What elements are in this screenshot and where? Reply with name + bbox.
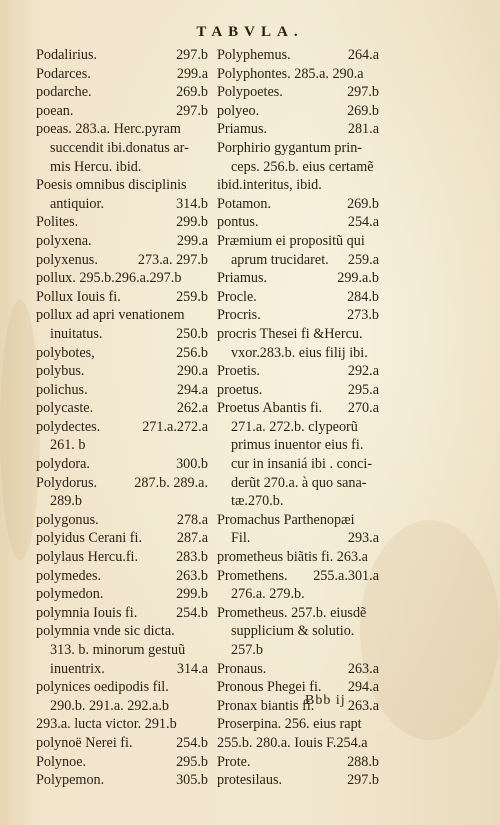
entry-reference: 300.b — [176, 456, 208, 473]
entry-name: proetus. — [217, 381, 263, 398]
entry-name: Prote. — [217, 753, 251, 770]
entry-name: protesilaus. — [217, 772, 283, 789]
index-entry — [36, 399, 208, 418]
entry-name: primus inuentor eius fi. — [231, 437, 364, 454]
entry-reference: 269.b — [347, 102, 379, 119]
index-entry — [36, 213, 208, 232]
entry-reference: 295.a — [347, 381, 379, 398]
entry-reference: 256.b — [176, 344, 208, 361]
entry-name: Priamus. — [217, 121, 268, 138]
entry-name: aprum trucidaret. — [231, 251, 329, 268]
index-entry — [36, 120, 208, 139]
entry-name: prometheus biãtis fi. 263.a — [217, 549, 368, 566]
entry-reference: 299.a — [176, 232, 208, 249]
index-entry — [217, 585, 379, 604]
index-entry — [217, 474, 379, 493]
index-entry — [36, 753, 208, 772]
entry-name: polymnia vnde sic dicta. — [36, 623, 175, 640]
index-entry — [36, 641, 208, 660]
index-entry — [36, 306, 208, 325]
index-entry — [217, 678, 379, 697]
entry-reference: 270.a — [347, 400, 379, 417]
entry-name: pollux. 295.b.296.a.297.b — [36, 270, 182, 287]
entry-name: Podarces. — [36, 65, 91, 82]
paper-stain — [360, 520, 500, 740]
entry-name: Polyphemus. — [217, 47, 291, 63]
index-entry — [36, 567, 208, 586]
paper-stain — [0, 300, 40, 560]
index-entry — [36, 585, 208, 604]
entry-name: polycaste. — [36, 400, 94, 417]
entry-name: Proserpina. 256. eius rapt — [217, 716, 362, 733]
index-entry — [36, 381, 208, 400]
entry-name: ibid.interitus, ibid. — [217, 177, 322, 194]
index-entry — [217, 660, 379, 679]
entry-name: polygonus. — [36, 511, 99, 528]
entry-reference: 314.a — [176, 660, 208, 677]
entry-name: Pronax biantis fi. — [217, 697, 315, 714]
entry-name: poeas. 283.a. Herc.pyram — [36, 121, 181, 138]
entry-reference: 263.b — [176, 567, 208, 584]
entry-name: 289.b — [50, 493, 82, 510]
entry-reference: 250.b — [176, 325, 208, 342]
index-entry — [217, 213, 379, 232]
entry-name: polydora. — [36, 456, 90, 473]
index-entry — [217, 83, 379, 102]
index-column-right — [217, 46, 379, 790]
index-entry — [36, 734, 208, 753]
index-entry — [217, 306, 379, 325]
entry-name: polyxena. — [36, 232, 92, 249]
index-entry — [36, 139, 208, 158]
entry-name: Pronaus. — [217, 660, 267, 677]
entry-name: pontus. — [217, 214, 259, 231]
entry-reference: 259.a — [347, 251, 379, 268]
index-entry — [217, 269, 379, 288]
index-entry — [36, 176, 208, 195]
entry-name: polymedes. — [36, 567, 102, 584]
entry-reference: 287.a — [176, 530, 208, 547]
index-entry — [217, 529, 379, 548]
entry-name: 261. b — [50, 437, 86, 454]
entry-name: poean. — [36, 102, 74, 119]
entry-reference: 281.a — [347, 121, 379, 138]
index-entry — [217, 158, 379, 177]
entry-reference: 284.b — [347, 288, 379, 305]
entry-name: polichus. — [36, 381, 88, 398]
entry-reference: 264.a — [347, 47, 379, 63]
index-entry — [36, 251, 208, 270]
index-entry — [36, 158, 208, 177]
entry-name: polydectes. — [36, 418, 101, 435]
entry-name: Pollux Iouis fi. — [36, 288, 121, 305]
signature-mark: Bbb ij — [305, 693, 346, 708]
index-entry — [217, 65, 379, 84]
entry-reference: 299.b — [176, 586, 208, 603]
entry-name: Polites. — [36, 214, 79, 231]
entry-name: polyeo. — [217, 102, 260, 119]
entry-name: polyxenus. — [36, 251, 98, 268]
index-entry — [217, 511, 379, 530]
entry-name: polynices oedipodis fil. — [36, 679, 169, 696]
entry-reference: 297.b — [176, 47, 208, 63]
index-entry — [217, 288, 379, 307]
entry-name: derũt 270.a. à quo sana- — [231, 474, 367, 491]
entry-name: inuentrix. — [50, 660, 105, 677]
entry-name: Polyphontes. 285.a. 290.a — [217, 65, 364, 82]
entry-reference: 299.b — [176, 214, 208, 231]
index-entry — [36, 325, 208, 344]
entry-reference: 305.b — [176, 772, 208, 789]
entry-name: 255.b. 280.a. Iouis F.254.a — [217, 734, 368, 751]
entry-name: Podalirius. — [36, 47, 98, 63]
index-entry — [36, 83, 208, 102]
entry-reference: 278.a — [176, 511, 208, 528]
entry-reference: 273.a. 297.b — [137, 251, 208, 268]
index-entry — [36, 436, 208, 455]
entry-name: 313. b. minorum gestuũ — [50, 642, 186, 658]
entry-name: 271.a. 272.b. clypeorũ — [231, 418, 358, 435]
entry-name: polybus. — [36, 363, 85, 380]
entry-name: 276.a. 279.b. — [231, 586, 305, 603]
index-entry — [36, 195, 208, 214]
entry-reference: 314.b — [176, 195, 208, 212]
entry-name: cur in insaniá ibi . conci- — [231, 456, 373, 473]
entry-reference: 294.a — [176, 381, 208, 398]
index-entry — [36, 474, 208, 493]
entry-reference: 288.b — [347, 753, 379, 770]
entry-name: Polydorus. — [36, 474, 98, 491]
index-entry — [217, 46, 379, 65]
entry-reference: 293.a — [347, 530, 379, 547]
entry-reference: 299.a — [176, 65, 208, 82]
entry-name: Fil. — [231, 530, 251, 547]
entry-reference: 287.b. 289.a. — [134, 474, 208, 491]
index-entry — [36, 678, 208, 697]
index-entry — [36, 715, 208, 734]
index-entry — [36, 102, 208, 121]
entry-reference: 269.b — [176, 84, 208, 101]
entry-name: Polynoe. — [36, 753, 87, 770]
index-entry — [36, 511, 208, 530]
index-entry — [36, 362, 208, 381]
entry-name: tæ.270.b. — [231, 493, 284, 510]
index-entry — [36, 529, 208, 548]
entry-name: Procris. — [217, 307, 261, 324]
index-entry — [217, 381, 379, 400]
entry-name: Proetus Abantis fi. — [217, 400, 323, 417]
entry-name: supplicium & solutio. — [231, 623, 355, 640]
index-entry — [217, 102, 379, 121]
entry-reference: 292.a — [347, 363, 379, 380]
entry-reference: 297.b — [176, 102, 208, 119]
index-entry — [217, 641, 379, 660]
entry-name: Priamus. — [217, 270, 268, 287]
entry-name: 293.a. lucta victor. 291.b — [36, 716, 177, 733]
entry-name: Prometheus. 257.b. eiusdẽ — [217, 604, 367, 621]
entry-name: Polypoetes. — [217, 84, 283, 101]
entry-name: Promethens. — [217, 567, 288, 584]
running-head: TABVLA. — [196, 24, 304, 40]
index-entry — [217, 418, 379, 437]
entry-name: polyidus Cerani fi. — [36, 530, 142, 547]
index-entry — [217, 436, 379, 455]
entry-reference: 294.a — [347, 679, 379, 696]
entry-name: vxor.283.b. eius filij ibi. — [231, 344, 368, 361]
entry-reference: 254.a — [347, 214, 379, 231]
index-entry — [217, 753, 379, 772]
index-entry — [217, 622, 379, 641]
index-entry — [217, 567, 379, 586]
index-entry — [217, 232, 379, 251]
entry-name: Procle. — [217, 288, 257, 305]
index-entry — [36, 771, 208, 790]
entry-reference: 297.b — [347, 772, 379, 789]
index-entry — [36, 46, 208, 65]
entry-name: Pronous Phegei fi. — [217, 679, 322, 696]
index-entry — [217, 195, 379, 214]
entry-name: Præmium ei propositũ qui — [217, 232, 365, 249]
entry-name: Porphirio gygantum prin- — [217, 139, 363, 156]
entry-reference: 273.b — [347, 307, 379, 324]
index-entry — [217, 325, 379, 344]
index-entry — [217, 399, 379, 418]
index-entry — [217, 251, 379, 270]
entry-name: polynoë Nerei fi. — [36, 734, 133, 751]
index-entry — [217, 176, 379, 195]
index-entry — [36, 660, 208, 679]
index-entry — [36, 418, 208, 437]
index-entry — [36, 65, 208, 84]
entry-name: 257.b — [231, 642, 263, 658]
entry-name: ceps. 256.b. eius certamẽ — [231, 158, 374, 175]
entry-reference: 297.b — [347, 84, 379, 101]
entry-reference: 255.a.301.a — [313, 567, 379, 584]
entry-reference: 295.b — [176, 753, 208, 770]
index-entry — [36, 288, 208, 307]
index-entry — [217, 604, 379, 623]
entry-reference: 263.a — [347, 697, 379, 714]
index-entry — [217, 771, 379, 790]
index-entry — [36, 622, 208, 641]
index-entry — [217, 344, 379, 363]
entry-name: Promachus Parthenopæi — [217, 511, 355, 528]
entry-reference: 254.b — [176, 604, 208, 621]
index-entry — [217, 548, 379, 567]
entry-name: polylaus Hercu.fi. — [36, 549, 139, 566]
entry-reference: 263.a — [347, 660, 379, 677]
entry-name: 290.b. 291.a. 292.a.b — [50, 697, 170, 714]
entry-name: pollux ad apri venationem — [36, 307, 185, 324]
index-entry — [36, 344, 208, 363]
index-entry — [217, 120, 379, 139]
entry-name: mis Hercu. ibid. — [50, 158, 142, 175]
index-entry — [36, 455, 208, 474]
index-entry — [217, 715, 379, 734]
entry-name: Polypemon. — [36, 772, 105, 789]
entry-name: Poesis omnibus disciplinis — [36, 177, 187, 194]
entry-name: polybotes, — [36, 344, 95, 361]
index-entry — [36, 697, 208, 716]
index-entry — [217, 139, 379, 158]
entry-name: polymedon. — [36, 586, 104, 603]
entry-reference: 259.b — [176, 288, 208, 305]
index-entry — [36, 604, 208, 623]
entry-name: podarche. — [36, 84, 92, 101]
index-column-left — [36, 46, 208, 790]
index-entry — [36, 232, 208, 251]
entry-name: antiquior. — [50, 195, 104, 212]
entry-reference: 290.a — [176, 363, 208, 380]
entry-reference: 269.b — [347, 195, 379, 212]
entry-reference: 299.a.b — [337, 270, 379, 287]
entry-reference: 262.a — [176, 400, 208, 417]
index-entry — [217, 734, 379, 753]
index-entry — [36, 492, 208, 511]
entry-name: Proetis. — [217, 363, 260, 380]
entry-name: succendit ibi.donatus ar- — [50, 139, 189, 156]
entry-reference: 254.b — [176, 734, 208, 751]
entry-name: Potamon. — [217, 195, 271, 212]
index-entry — [217, 697, 379, 716]
index-entry — [217, 362, 379, 381]
entry-name: inuitatus. — [50, 325, 103, 342]
entry-reference: 283.b — [176, 549, 208, 566]
entry-name: polymnia Iouis fi. — [36, 604, 138, 621]
index-entry — [217, 455, 379, 474]
index-entry — [217, 492, 379, 511]
index-entry — [36, 269, 208, 288]
entry-reference: 271.a.272.a — [142, 418, 208, 435]
index-entry — [36, 548, 208, 567]
entry-name: procris Thesei fi &Hercu. — [217, 325, 363, 342]
